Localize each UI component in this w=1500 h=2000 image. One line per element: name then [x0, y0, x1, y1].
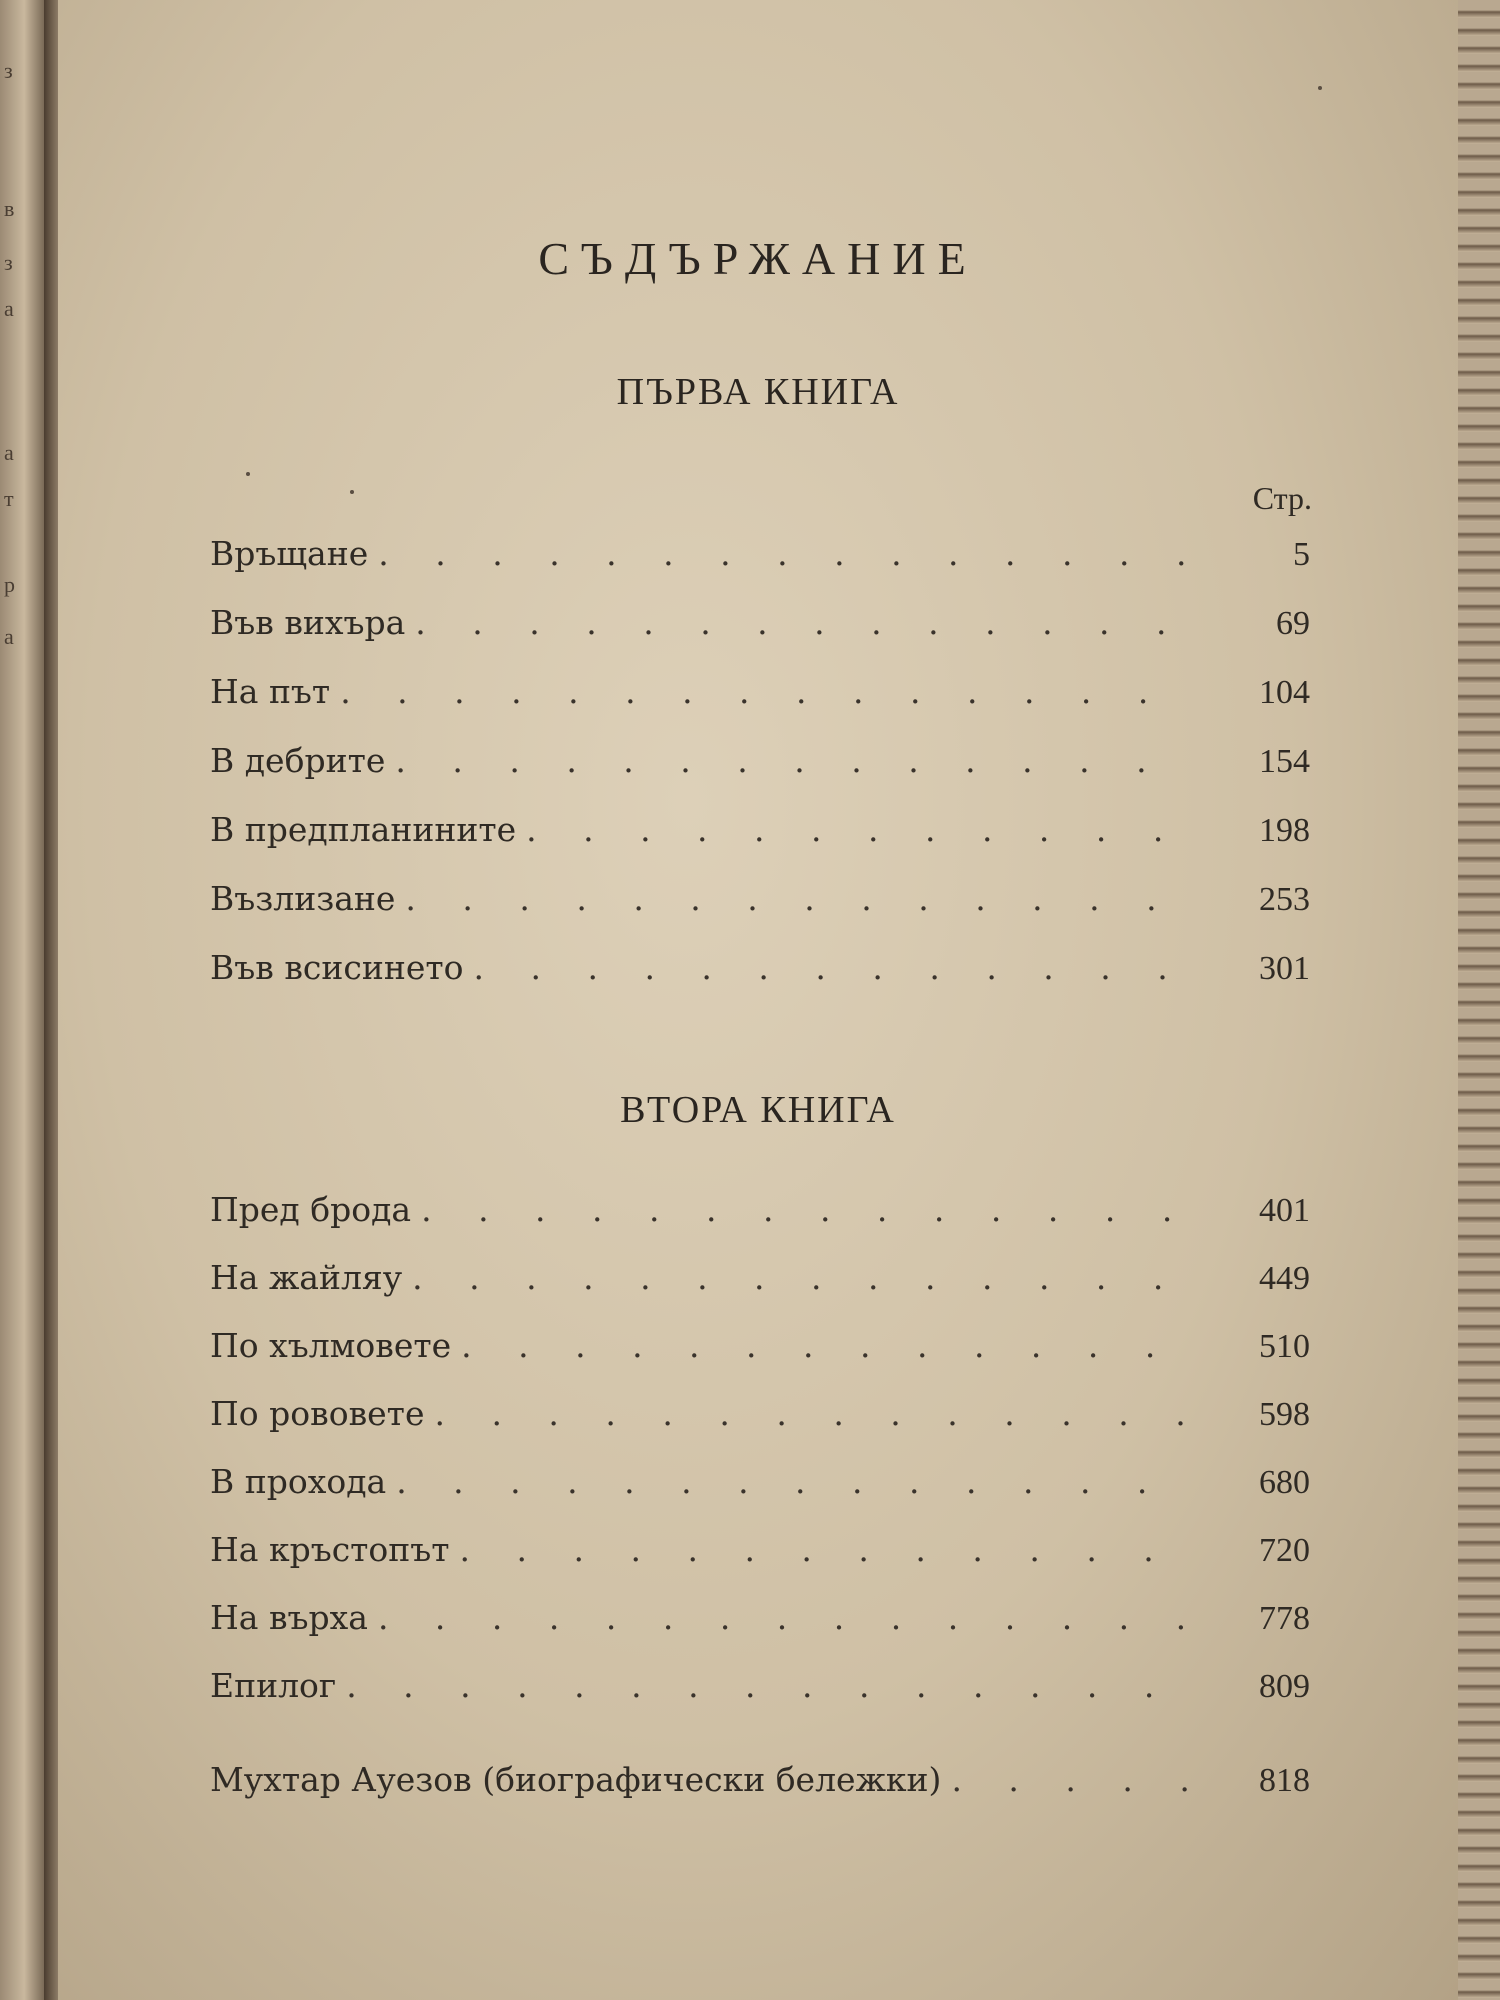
toc-entry-title: Възлизане	[210, 879, 396, 918]
toc-entry-title: Във всисинето	[210, 948, 464, 987]
toc-entry-page: 510	[1259, 1328, 1310, 1365]
toc-entry-title: На път	[210, 672, 331, 711]
dot-leader	[951, 1760, 1190, 1799]
toc-page	[58, 0, 1458, 2000]
right-page-edge	[1458, 0, 1500, 2000]
toc-entry-page: 253	[1259, 881, 1310, 918]
left-page-char: з	[4, 58, 13, 83]
toc-entry-page: 301	[1259, 950, 1310, 987]
toc-entry[interactable]	[210, 534, 1310, 582]
toc-entry-page: 720	[1259, 1532, 1310, 1569]
toc-entry-title: Епилог	[210, 1666, 337, 1705]
toc-entry[interactable]	[210, 1530, 1310, 1578]
toc-entry[interactable]	[210, 810, 1310, 858]
toc-entry-page: 598	[1259, 1396, 1310, 1433]
left-page-char: т	[4, 486, 14, 511]
toc-entry-title: Мухтар Ауезов (биографически бележки)	[210, 1760, 942, 1799]
toc-entry-title: По хълмовете	[210, 1326, 452, 1365]
toc-entry[interactable]	[210, 1462, 1310, 1510]
left-page-char: в	[4, 196, 15, 221]
dot-leader	[461, 1326, 1190, 1365]
toc-entry-page: 104	[1259, 674, 1310, 711]
toc-entry[interactable]	[210, 603, 1310, 651]
left-page-char: а	[4, 624, 14, 649]
left-page-char: а	[4, 440, 14, 465]
left-page-edge	[0, 0, 44, 2000]
paper-speck	[1318, 86, 1322, 90]
dot-leader	[378, 534, 1190, 573]
toc-entry-title: На върха	[210, 1598, 368, 1637]
page-column-label: Стр.	[1252, 480, 1312, 516]
toc-entry-page: 809	[1259, 1668, 1310, 1705]
dot-leader	[474, 948, 1191, 987]
toc-entry[interactable]	[210, 741, 1310, 789]
dot-leader	[434, 1394, 1190, 1433]
toc-entry[interactable]	[210, 1760, 1310, 1808]
toc-entry[interactable]	[210, 1666, 1310, 1714]
left-page-char: а	[4, 296, 14, 321]
dot-leader	[421, 1190, 1190, 1229]
toc-entry-page: 5	[1293, 536, 1310, 573]
toc-entry-page: 818	[1259, 1762, 1310, 1799]
dot-leader	[405, 879, 1190, 918]
paper-speck	[350, 490, 354, 494]
toc-entry-title: Във вихъра	[210, 603, 406, 642]
dot-leader	[378, 1598, 1190, 1637]
paper-speck	[246, 472, 250, 476]
toc-entry[interactable]	[210, 1190, 1310, 1238]
book-heading-first: ПЪРВА КНИГА	[616, 371, 900, 413]
toc-entry[interactable]	[210, 1326, 1310, 1374]
toc-entry-page: 680	[1259, 1464, 1310, 1501]
toc-entry[interactable]	[210, 879, 1310, 927]
toc-entry-title: Пред брода	[210, 1190, 412, 1229]
toc-entry-page: 401	[1259, 1192, 1310, 1229]
dot-leader	[340, 672, 1190, 711]
dot-leader	[415, 603, 1190, 642]
toc-entry-page: 449	[1259, 1260, 1310, 1297]
dot-leader	[395, 741, 1190, 780]
left-page-char: з	[4, 250, 13, 275]
left-page-char: р	[4, 572, 15, 597]
dot-leader	[346, 1666, 1190, 1705]
toc-entry[interactable]	[210, 1258, 1310, 1306]
page-title: СЪДЪРЖАНИЕ	[538, 233, 978, 284]
toc-entry-title: В дебрите	[210, 741, 386, 780]
book-gutter	[44, 0, 58, 2000]
dot-leader	[460, 1530, 1190, 1569]
toc-entry-title: На кръстопът	[210, 1530, 450, 1569]
toc-entry-page: 69	[1276, 605, 1310, 642]
toc-entry-title: По рововете	[210, 1394, 425, 1433]
toc-entry-page: 198	[1259, 812, 1310, 849]
book-heading-second: ВТОРА КНИГА	[620, 1089, 896, 1131]
toc-entry[interactable]	[210, 672, 1310, 720]
toc-entry-title: Връщане	[210, 534, 369, 573]
toc-entry-title: В прохода	[210, 1462, 387, 1501]
toc-entry-page: 778	[1259, 1600, 1310, 1637]
dot-leader	[396, 1462, 1190, 1501]
toc-entry[interactable]	[210, 1598, 1310, 1646]
toc-entry-title: На жайляу	[210, 1258, 403, 1297]
toc-entry[interactable]	[210, 948, 1310, 996]
toc-entry-page: 154	[1259, 743, 1310, 780]
toc-entry[interactable]	[210, 1394, 1310, 1442]
toc-entry-title: В предпланините	[210, 810, 517, 849]
dot-leader	[412, 1258, 1190, 1297]
dot-leader	[526, 810, 1190, 849]
